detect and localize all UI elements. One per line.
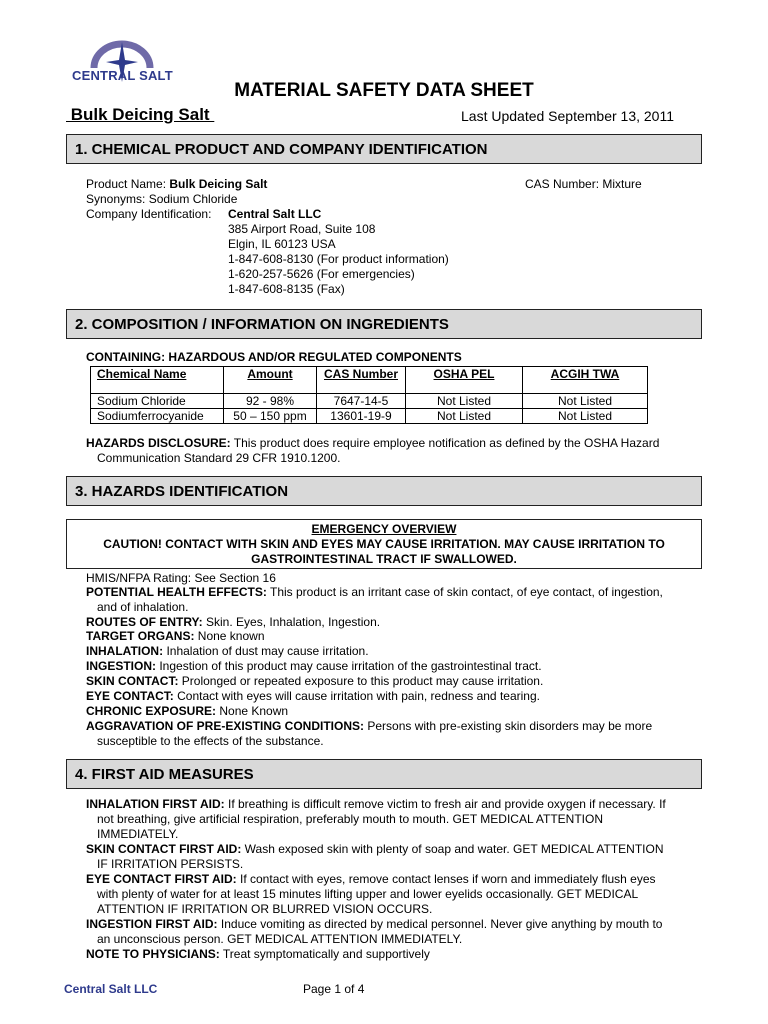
table-cell: 13601-19-9 [317, 409, 406, 424]
hazard-label: INHALATION: [86, 644, 164, 658]
hazard-text: Prolonged or repeated exposure to this product may cause irritation. [178, 674, 544, 688]
table-cell: Not Listed [406, 394, 523, 409]
hazard-item [86, 719, 652, 733]
first-aid-label: INGESTION FIRST AID: [86, 917, 218, 931]
containing-heading: CONTAINING: HAZARDOUS AND/OR REGULATED COMPONENTS [86, 350, 462, 364]
hazard-text: Contact with eyes will cause irritation with pain, redness and tearing. [173, 689, 540, 703]
hazard-label: INGESTION: [86, 659, 157, 673]
hazard-text: This product is an irritant case of skin contact, of eye contact, of ingestion, [266, 585, 663, 599]
column-header: OSHA PEL [406, 367, 523, 394]
hazard-label: AGGRAVATION OF PRE-EXISTING CONDITIONS: [86, 719, 365, 733]
hazard-item [86, 659, 542, 673]
product-name-label: Product Name: [86, 177, 167, 191]
first-aid-cont: an unconscious person. GET MEDICAL ATTENTION IMMEDIATELY. [97, 932, 463, 946]
table-cell: 50 – 150 ppm [224, 409, 317, 424]
column-header: Chemical Name [91, 367, 224, 394]
hazard-text: Persons with pre-existing skin disorders may be more [364, 719, 653, 733]
first-aid-cont: with plenty of water for at least 15 minutes lifting upper and lower eyelids occasionally. GET MEDICAL [97, 887, 639, 901]
phone-product-info: 1-847-608-8130 (For product information) [228, 252, 449, 266]
hazards-disclosure [86, 436, 659, 450]
table-cell: Not Listed [523, 394, 648, 409]
hazard-cont: susceptible to the effects of the substance. [97, 734, 324, 748]
first-aid-cont: ATTENTION IF IRRITATION OR BLURRED VISION OCCURS. [97, 902, 433, 916]
first-aid-text: Induce vomiting as directed by medical personnel. Never give anything by mouth to [217, 917, 663, 931]
eye-first-aid [86, 872, 656, 886]
hazard-item [86, 674, 543, 688]
hazard-text: Ingestion of this product may cause irritation of the gastrointestinal tract. [156, 659, 542, 673]
note-to-physicians [86, 947, 430, 961]
first-aid-text: Wash exposed skin with plenty of soap and water. GET MEDICAL ATTENTION [241, 842, 664, 856]
address-line: 385 Airport Road, Suite 108 [228, 222, 376, 236]
logo-text: CENTRAL SALT [72, 68, 173, 83]
hazards-disclosure-text: This product does require employee notification as defined by the OSHA Hazard [230, 436, 660, 450]
hazard-item [86, 689, 540, 703]
hazard-label: POTENTIAL HEALTH EFFECTS: [86, 585, 267, 599]
first-aid-label: NOTE TO PHYSICIANS: [86, 947, 220, 961]
first-aid-text: If breathing is difficult remove victim to fresh air and provide oxygen if necessary. If [224, 797, 666, 811]
hazard-label: EYE CONTACT: [86, 689, 174, 703]
first-aid-label: SKIN CONTACT FIRST AID: [86, 842, 242, 856]
cas-number: CAS Number: Mixture [525, 177, 642, 191]
hazard-text: Skin. Eyes, Inhalation, Ingestion. [202, 615, 381, 629]
hazard-label: ROUTES OF ENTRY: [86, 615, 203, 629]
footer-company: Central Salt LLC [64, 982, 158, 996]
synonyms: Synonyms: Sodium Chloride [86, 192, 238, 206]
hazard-text: None Known [216, 704, 289, 718]
hazard-item [86, 644, 369, 658]
ingestion-first-aid [86, 917, 662, 931]
company-name: Central Salt LLC [228, 207, 322, 221]
column-header: ACGIH TWA [523, 367, 648, 394]
hazard-text: Inhalation of dust may cause irritation. [163, 644, 369, 658]
table-cell: Sodiumferrocyanide [91, 409, 224, 424]
skin-first-aid [86, 842, 664, 856]
table-row [91, 394, 648, 409]
hazard-cont: and of inhalation. [97, 600, 189, 614]
section-3-heading: 3. HAZARDS IDENTIFICATION [66, 476, 702, 506]
hazard-label: TARGET ORGANS: [86, 629, 195, 643]
hazard-item [86, 585, 663, 599]
hazard-text: None known [194, 629, 265, 643]
hazard-item [86, 704, 288, 718]
table-cell: Not Listed [406, 409, 523, 424]
overview-title: EMERGENCY OVERVIEW [311, 522, 457, 536]
first-aid-cont: IF IRRITATION PERSISTS. [97, 857, 244, 871]
table-cell: 7647-14-5 [317, 394, 406, 409]
column-header: Amount [224, 367, 317, 394]
table-cell: 92 - 98% [224, 394, 317, 409]
page-number: Page 1 of 4 [303, 982, 365, 996]
document-title: MATERIAL SAFETY DATA SHEET [234, 80, 534, 101]
product-name-value: Bulk Deicing Salt [169, 177, 268, 191]
fax: 1-847-608-8135 (Fax) [228, 282, 345, 296]
first-aid-label: EYE CONTACT FIRST AID: [86, 872, 237, 886]
hazards-disclosure-cont: Communication Standard 29 CFR 1910.1200. [97, 451, 341, 465]
first-aid-text: If contact with eyes, remove contact lenses if worn and immediately flush eyes [236, 872, 656, 886]
first-aid-cont: IMMEDIATELY. [97, 827, 179, 841]
hazard-item [86, 615, 380, 629]
column-header: CAS Number [317, 367, 406, 394]
hazard-label: SKIN CONTACT: [86, 674, 179, 688]
product-name-row [86, 177, 267, 191]
hmis-rating: HMIS/NFPA Rating: See Section 16 [86, 571, 276, 585]
table-row [91, 409, 648, 424]
first-aid-text: Treat symptomatically and supportively [219, 947, 430, 961]
section-1-heading: 1. CHEMICAL PRODUCT AND COMPANY IDENTIFICATION [66, 134, 702, 164]
hazards-disclosure-label: HAZARDS DISCLOSURE: [86, 436, 231, 450]
table-header-row [91, 367, 648, 394]
overview-line: CAUTION! CONTACT WITH SKIN AND EYES MAY CAUSE IRRITATION. MAY CAUSE IRRITATION TO [103, 537, 665, 551]
ingredients-table [90, 366, 648, 424]
emergency-overview-box [66, 519, 702, 569]
first-aid-cont: not breathing, give artificial respiration, preferably mouth to mouth. GET MEDICAL ATTENTION [97, 812, 603, 826]
overview-line: GASTROINTESTINAL TRACT IF SWALLOWED. [251, 552, 517, 566]
table-cell: Not Listed [523, 409, 648, 424]
last-updated: Last Updated September 13, 2011 [461, 108, 675, 124]
company-label: Company Identification: [86, 207, 212, 221]
product-title: Bulk Deicing Salt [66, 105, 215, 124]
hazard-item [86, 629, 265, 643]
address-line: Elgin, IL 60123 USA [228, 237, 336, 251]
first-aid-label: INHALATION FIRST AID: [86, 797, 225, 811]
table-cell: Sodium Chloride [91, 394, 224, 409]
inhalation-first-aid [86, 797, 666, 811]
section-2-heading: 2. COMPOSITION / INFORMATION ON INGREDIENTS [66, 309, 702, 339]
section-4-heading: 4. FIRST AID MEASURES [66, 759, 702, 789]
hazard-label: CHRONIC EXPOSURE: [86, 704, 217, 718]
phone-emergencies: 1-620-257-5626 (For emergencies) [228, 267, 415, 281]
